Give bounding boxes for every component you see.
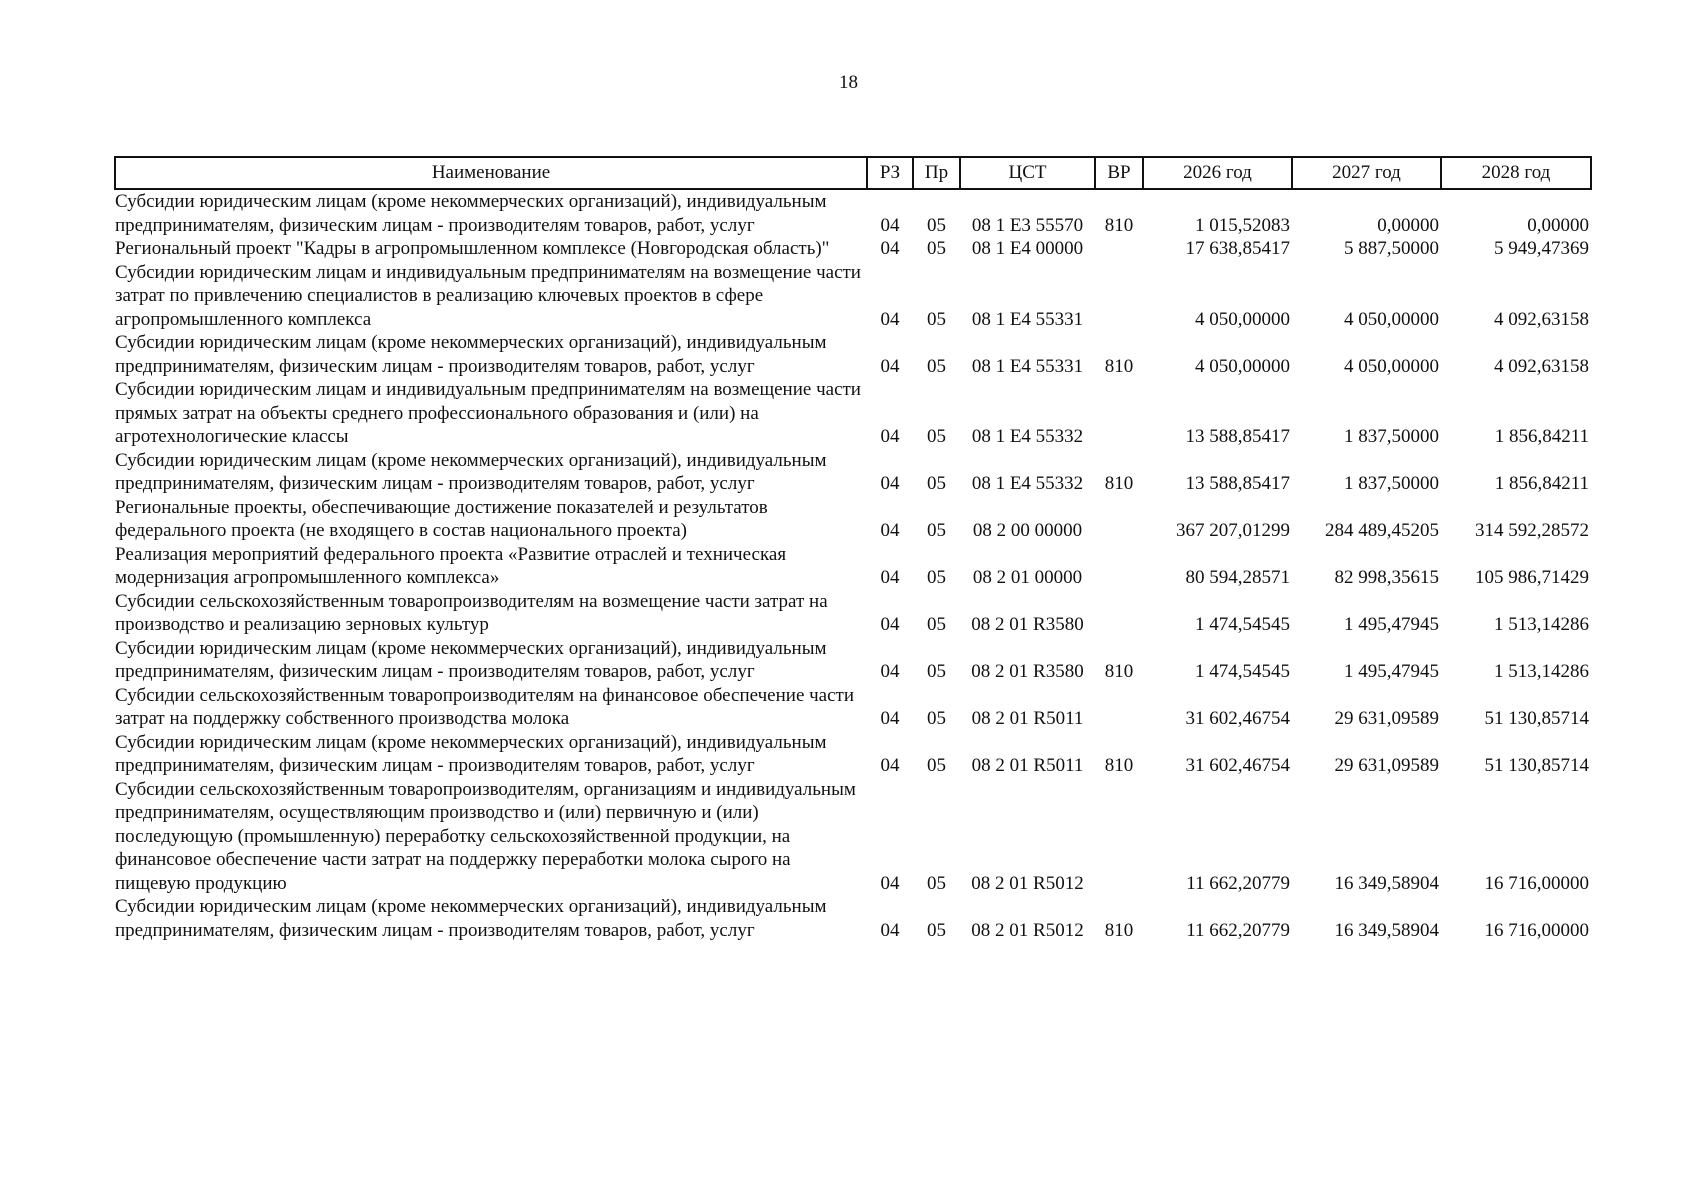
cell-cst: 08 2 01 R5012 <box>971 872 1084 894</box>
cell-vr: 810 <box>1104 919 1134 941</box>
cell-name: Субсидии юридическим лицам (кроме некоммерческих организаций), индивидуальным предпринимателям, физическим лицам - производителям товаров, работ, услуг <box>115 731 827 776</box>
table-row <box>115 496 1591 543</box>
cell-name: Субсидии юридическим лицам (кроме некоммерческих организаций), индивидуальным предпринимателям, физическим лицам - производителям товаров, работ, услуг <box>115 191 827 236</box>
cell-pr: 05 <box>927 614 946 635</box>
cell-2026: 31 602,46754 <box>1185 708 1290 729</box>
cell-2026: 4 050,00000 <box>1195 308 1290 330</box>
cell-cst: 08 1 Е4 55332 <box>971 426 1084 447</box>
cell-rz: 04 <box>880 473 900 494</box>
cell-pr: 05 <box>927 214 946 236</box>
cell-pr: 05 <box>927 473 946 494</box>
cell-2028: 16 716,00000 <box>1484 872 1589 894</box>
cell-cst: 08 1 Е4 55331 <box>971 355 1084 377</box>
cell-pr: 05 <box>927 919 946 941</box>
cell-2028: 1 513,14286 <box>1494 614 1589 635</box>
cell-2028: 0,00000 <box>1527 214 1589 236</box>
table-row <box>115 731 1591 778</box>
cell-2028: 51 130,85714 <box>1484 708 1589 729</box>
cell-rz: 04 <box>880 919 900 941</box>
table-row <box>115 331 1591 378</box>
cell-vr <box>1095 378 1143 449</box>
header-2028: 2028 год <box>1441 157 1591 189</box>
cell-2028: 1 856,84211 <box>1494 426 1589 447</box>
cell-name: Субсидии юридическим лицам (кроме некоммерческих организаций), индивидуальным предпринимателям, физическим лицам - производителям товаров, работ, услуг <box>115 637 827 682</box>
cell-2028: 1 513,14286 <box>1494 661 1589 682</box>
cell-pr: 05 <box>927 426 946 447</box>
table-row <box>115 543 1591 590</box>
cell-2027: 29 631,09589 <box>1334 708 1439 729</box>
cell-2027: 1 837,50000 <box>1344 426 1439 447</box>
cell-pr: 05 <box>927 238 946 259</box>
cell-2028: 105 986,71429 <box>1475 567 1589 588</box>
header-2027: 2027 год <box>1292 157 1441 189</box>
cell-2026: 80 594,28571 <box>1185 567 1290 588</box>
cell-rz: 04 <box>880 614 900 635</box>
cell-pr: 05 <box>927 755 946 776</box>
cell-vr: 810 <box>1104 214 1134 236</box>
cell-2027: 0,00000 <box>1377 214 1439 236</box>
table-body <box>115 189 1591 942</box>
cell-2026: 1 474,54545 <box>1195 661 1290 682</box>
cell-cst: 08 2 01 R5011 <box>971 708 1084 729</box>
cell-2026: 13 588,85417 <box>1185 473 1290 494</box>
budget-table <box>114 156 1592 942</box>
cell-name: Субсидии юридическим лицам и индивидуальным предпринимателям на возмещение части прямых затрат на объекты среднего профессионального образования и (или) на агротехнологические классы <box>115 379 861 447</box>
cell-2027: 5 887,50000 <box>1344 238 1439 259</box>
cell-cst: 08 2 01 R5012 <box>971 919 1084 941</box>
cell-cst: 08 2 01 00000 <box>972 567 1083 588</box>
table-row <box>115 261 1591 332</box>
cell-rz: 04 <box>880 520 900 541</box>
cell-rz: 04 <box>880 214 900 236</box>
cell-rz: 04 <box>880 661 900 682</box>
table-row <box>115 590 1591 637</box>
cell-rz: 04 <box>880 238 900 259</box>
cell-2026: 367 207,01299 <box>1176 520 1290 541</box>
cell-vr <box>1095 237 1143 261</box>
cell-2028: 5 949,47369 <box>1494 238 1589 259</box>
cell-2027: 1 837,50000 <box>1344 473 1439 494</box>
cell-rz: 04 <box>880 355 900 377</box>
cell-pr: 05 <box>927 308 946 330</box>
cell-2028: 51 130,85714 <box>1484 755 1589 776</box>
cell-rz: 04 <box>880 426 900 447</box>
cell-rz: 04 <box>880 567 900 588</box>
cell-vr: 810 <box>1104 473 1134 494</box>
cell-cst: 08 2 01 R3580 <box>971 614 1084 635</box>
cell-pr: 05 <box>927 872 946 894</box>
cell-2026: 11 662,20779 <box>1186 872 1290 894</box>
cell-2026: 4 050,00000 <box>1195 355 1290 377</box>
cell-2027: 4 050,00000 <box>1344 308 1439 330</box>
page-number: 18 <box>839 72 858 93</box>
table-row <box>115 449 1591 496</box>
cell-vr <box>1095 543 1143 590</box>
cell-vr <box>1095 684 1143 731</box>
cell-cst: 08 1 Е4 55331 <box>971 308 1084 330</box>
cell-cst: 08 2 00 00000 <box>972 520 1083 541</box>
cell-name: Субсидии сельскохозяйственным товаропроизводителям, организациям и индивидуальным предпринимателям, осуществляющим производство и (или) первичную и (или) последующую (промышленную) переработку сельскохозяйственной продукции, на финансовое обеспечение части затрат на поддержку переработки молока сырого на пищевую продукцию <box>115 778 856 894</box>
cell-2027: 82 998,35615 <box>1334 567 1439 588</box>
cell-2028: 16 716,00000 <box>1484 919 1589 941</box>
table-row <box>115 378 1591 449</box>
cell-name: Субсидии сельскохозяйственным товаропроизводителям на возмещение части затрат на производство и реализацию зерновых культур <box>115 590 828 635</box>
cell-2026: 13 588,85417 <box>1185 426 1290 447</box>
cell-vr: 810 <box>1104 661 1134 682</box>
cell-vr <box>1095 778 1143 896</box>
table-row <box>115 637 1591 684</box>
cell-2027: 1 495,47945 <box>1344 614 1439 635</box>
cell-2026: 11 662,20779 <box>1186 919 1290 941</box>
cell-vr: 810 <box>1104 355 1134 377</box>
header-2026: 2026 год <box>1143 157 1292 189</box>
cell-vr <box>1095 261 1143 332</box>
cell-vr <box>1095 496 1143 543</box>
header-rz: РЗ <box>867 157 913 189</box>
header-name: Наименование <box>115 157 867 189</box>
cell-rz: 04 <box>880 308 900 330</box>
cell-name: Реализация мероприятий федерального проекта «Развитие отраслей и техническая модернизация агропромышленного комплекса» <box>115 543 787 588</box>
cell-vr <box>1095 590 1143 637</box>
cell-2028: 4 092,63158 <box>1494 355 1589 377</box>
cell-cst: 08 1 Е4 00000 <box>971 238 1084 259</box>
cell-vr: 810 <box>1104 755 1134 776</box>
cell-2027: 4 050,00000 <box>1344 355 1439 377</box>
cell-2027: 16 349,58904 <box>1334 919 1439 941</box>
cell-2026: 17 638,85417 <box>1185 238 1290 259</box>
cell-name: Субсидии юридическим лицам и индивидуальным предпринимателям на возмещение части затрат по привлечению специалистов в реализацию ключевых проектов в сфере агропромышленного комплекса <box>115 261 861 330</box>
cell-name: Субсидии юридическим лицам (кроме некоммерческих организаций), индивидуальным предпринимателям, физическим лицам - производителям товаров, работ, услуг <box>115 332 827 377</box>
cell-pr: 05 <box>927 520 946 541</box>
cell-rz: 04 <box>880 708 900 729</box>
cell-name: Региональные проекты, обеспечивающие достижение показателей и результатов федерального проекта (не входящего в состав национального проекта) <box>115 496 768 541</box>
cell-cst: 08 1 Е4 55332 <box>971 473 1084 494</box>
cell-2027: 284 489,45205 <box>1325 520 1439 541</box>
cell-2028: 1 856,84211 <box>1494 473 1589 494</box>
cell-2027: 16 349,58904 <box>1334 872 1439 894</box>
cell-rz: 04 <box>880 755 900 776</box>
cell-name: Региональный проект "Кадры в агропромышленном комплексе (Новгородская область)" <box>115 238 830 259</box>
header-cst: ЦСТ <box>960 157 1095 189</box>
table-row <box>115 189 1591 237</box>
cell-2027: 1 495,47945 <box>1344 661 1439 682</box>
header-pr: Пр <box>913 157 960 189</box>
header-vr: ВР <box>1095 157 1143 189</box>
cell-name: Субсидии юридическим лицам (кроме некоммерческих организаций), индивидуальным предпринимателям, физическим лицам - производителям товаров, работ, услуг <box>115 449 827 494</box>
cell-name: Субсидии юридическим лицам (кроме некоммерческих организаций), индивидуальным предпринимателям, физическим лицам - производителям товаров, работ, услуг <box>115 896 827 941</box>
cell-2026: 1 015,52083 <box>1195 214 1290 236</box>
table-header-row <box>115 157 1591 189</box>
cell-rz: 04 <box>880 872 900 894</box>
cell-cst: 08 2 01 R5011 <box>971 755 1084 776</box>
cell-2026: 1 474,54545 <box>1195 614 1290 635</box>
cell-cst: 08 2 01 R3580 <box>971 661 1084 682</box>
cell-pr: 05 <box>927 708 946 729</box>
table-row <box>115 237 1591 261</box>
cell-pr: 05 <box>927 567 946 588</box>
table-row <box>115 684 1591 731</box>
table-row <box>115 778 1591 896</box>
cell-pr: 05 <box>927 661 946 682</box>
cell-2028: 4 092,63158 <box>1494 308 1589 330</box>
cell-cst: 08 1 Е3 55570 <box>971 214 1084 236</box>
table-row <box>115 895 1591 942</box>
cell-name: Субсидии сельскохозяйственным товаропроизводителям на финансовое обеспечение части затрат на поддержку собственного производства молока <box>115 684 855 729</box>
cell-2027: 29 631,09589 <box>1334 755 1439 776</box>
cell-2026: 31 602,46754 <box>1185 755 1290 776</box>
cell-pr: 05 <box>927 355 946 377</box>
cell-2028: 314 592,28572 <box>1475 520 1589 541</box>
